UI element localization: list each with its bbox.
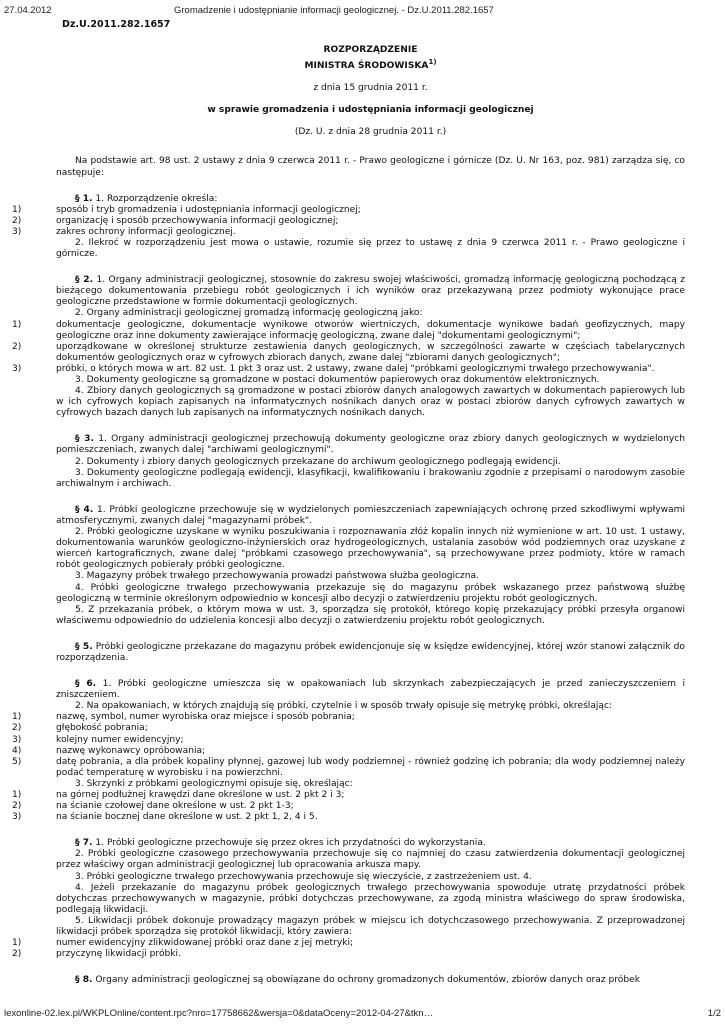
section-3-par-1-text: 1. Organy administracji geologicznej przechowują dokumenty geologiczne oraz zbiory danych geologicznych w wydzielonych pomieszczeniach, zwanych dalej "archiwami geologicznymi".: [56, 434, 686, 456]
section-1: [12, 193, 685, 261]
section-6-mark: § 6.: [75, 679, 97, 690]
list-item: 1) nazwę, symbol, numer wyrobiska oraz miejsce i sposób pobrania;: [12, 712, 355, 723]
section-6-par-1-text: 1. Próbki geologiczne umieszcza się w opakowaniach lub skrzynkach zabezpieczających je przed zanieczyszczeniem i zniszczeniem.: [56, 679, 686, 701]
section-8-mark: § 8.: [75, 975, 93, 986]
document-body: [12, 19, 686, 986]
section-3-par-2: 2. Dokumenty i zbiory danych geologicznych przekazane do archiwum geologicznego podlegają ewidencji.: [75, 456, 561, 467]
list-item: 5) datę pobrania, a dla próbek kopaliny płynnej, gazowej lub wody podziemnej - również godzinę ich pobrania; dla wody podziemnej należy podać temperaturę w wyrobisku i na powierzchni.: [12, 756, 685, 778]
list-item: 2) przyczynę likwidacji próbki.: [12, 949, 181, 960]
intro-paragraph: Na podstawie art. 98 ust. 2 ustawy z dnia 9 czerwca 2011 r. - Prawo geologiczne i górnicze (Dz. U. Nr 163, poz. 981) zarządza się, co następuje:: [56, 156, 685, 178]
section-2-par-2: 2. Organy administracji geologicznej gromadzą informację geologiczną jako:: [75, 308, 423, 319]
section-4-par-1: [56, 505, 685, 527]
list-item: 1) sposób i tryb gromadzenia i udostępniania informacji geologicznej;: [12, 204, 361, 215]
section-4-mark: § 4.: [75, 504, 94, 515]
section-3-par-1: [56, 434, 685, 456]
section-7-par-1: [56, 838, 685, 849]
section-2-par-3: 3. Dokumenty geologiczne są gromadzone w postaci dokumentów papierowych oraz dokumentów elektronicznych.: [75, 375, 600, 385]
section-8-par-1: [56, 975, 685, 986]
section-1-par-1: [56, 194, 685, 205]
section-6-par-1: [56, 679, 685, 701]
list-item: 4) nazwę wykonawcy opróbowania;: [12, 745, 206, 756]
title-line-2: [56, 56, 685, 72]
section-4-par-5: 5. Z przekazania próbek, o którym mowa w ust. 3, sporządza się protokół, którego kopię przekazujący próbki przesyła organowi właściwemu odpowiednio do udzielenia koncesji albo decyzji o zatwierdzeniu projektu robót geologicznych.: [56, 604, 685, 626]
list-item: 2) uporządkowane w określonej strukturze zestawienia danych geologicznych, w szczególności zawarte w częściach tabelarycznych dokumentów geologicznych oraz w cyfrowych zbiorach danych, zwane dalej "zbiorami danych geologicznych";: [12, 341, 685, 363]
section-7-par-1-text: 1. Próbki geologiczne przechowuje się przez okres ich przydatności do wykorzystania.: [92, 838, 486, 849]
section-7-par-2: 2. Próbki geologiczne czasowego przechowywania przechowuje się co najmniej do czasu zatwierdzenia dokumentacji geologicznej przez właściwy organ administracji geologicznej lub opracowania arkusza mapy.: [56, 849, 685, 871]
footnote-ref[interactable]: 1): [428, 58, 437, 67]
section-3-mark: § 3.: [75, 434, 94, 445]
section-8-par-1-text: Organy administracji geologicznej są obowiązane do ochrony gromadzonych dokumentów, zbiorów danych oraz próbek: [92, 975, 641, 986]
list-item: 2) organizację i sposób przechowywania informacji geologicznej;: [12, 215, 339, 226]
publication-reference: (Dz. U. z dnia 28 grudnia 2011 r.): [294, 127, 447, 138]
section-6-par-3: 3. Skrzynki z próbkami geologicznymi opisuje się, określając:: [75, 778, 353, 789]
section-1-par-1-text: 1. Rozporządzenie określa:: [92, 193, 218, 204]
title-line-1: ROZPORZĄDZENIE: [323, 45, 418, 56]
list-item: 1) numer ewidencyjny zlikwidowanej próbki oraz dane z jej metryki;: [12, 938, 354, 949]
section-5: [56, 642, 685, 664]
print-page-title: Gromadzenie i udostępnianie informacji geologicznej. - Dz.U.2011.282.1657: [174, 5, 494, 16]
regulation-date: z dnia 15 grudnia 2011 r.: [313, 83, 428, 94]
list-item: 2) głębokość pobrania;: [12, 723, 148, 734]
section-6: [12, 679, 686, 823]
section-5-par-1: [56, 642, 685, 664]
section-7-par-4: 4. Jeżeli przekazanie do magazynu próbek geologicznych trwałego przechowywania spowoduje utratę przydatności próbek dotychczas przechowywanych w magazynie, próbki dotychczas przechowywane, za zgodą ministra właściwego do spraw środowiska, podlegają likwidacji.: [56, 882, 685, 915]
regulation-title: [56, 44, 685, 72]
list-item: 1) dokumentacje geologiczne, dokumentacje wynikowe otworów wiertniczych, dokumentacje wynikowe badań geofizycznych, mapy geologiczne oraz inne dokumenty zawierające informację geologiczną, zwane dalej "dokumentami geologicznymi";: [12, 319, 685, 341]
list-item: 3) kolejny numer ewidencyjny;: [12, 734, 184, 745]
list-item: 1) na górnej podłużnej krawędzi dane określone w ust. 2 pkt 2 i 3;: [12, 790, 345, 800]
list-item: 2) na ścianie czołowej dane określone w ust. 2 pkt 1-3;: [12, 801, 294, 812]
section-5-mark: § 5.: [75, 641, 93, 652]
section-3-par-3: 3. Dokumenty geologiczne podlegają ewidencji, klasyfikacji, kwalifikowaniu i brakowaniu zgodnie z przepisami o narodowym zasobie archiwalnym i archiwach.: [56, 467, 685, 489]
section-7-par-3: 3. Próbki geologiczne trwałego przechowywania przechowuje się wieczyście, z zastrzeżeniem ust. 4.: [75, 871, 532, 882]
section-2-par-1-text: 1. Organy administracji geologicznej, stosownie do zakresu swojej właściwości, gromadzą informację geologiczną pochodzącą z bieżącego dokumentowania przebiegu robót geologicznych i ich wyników oraz przekazywaną przez podmioty wykonujące prace geologiczne przedstawione w formie dokumentacji geologicznych.: [56, 275, 685, 308]
document-id: Dz.U.2011.282.1657: [62, 19, 171, 30]
section-4-par-1-text: 1. Próbki geologiczne przechowuje się w wydzielonych pomieszczeniach zapewniających ochronę przed szkodliwymi wpływami atmosferycznymi, zwanych dalej "magazynami próbek".: [56, 504, 685, 526]
section-2-par-4: 4. Zbiory danych geologicznych są gromadzone w postaci zbiorów danych analogowych zawartych w dokumentach papierowych lub w ich cyfrowych kopiach zapisanych na informatycznych nośnikach danych oraz w postaci zbiorów danych cyfrowych zawartych w cyfrowych bazach danych lub zapisanych na informatycznych nośnikach danych.: [56, 386, 685, 419]
section-4: [56, 505, 685, 627]
section-2: [12, 275, 685, 419]
section-7-mark: § 7.: [75, 838, 93, 849]
section-6-par-2: 2. Na opakowaniach, w których znajdują się próbki, czytelnie i w sposób trwały opisuje się metrykę próbki, określając:: [75, 701, 613, 712]
section-3: [56, 434, 685, 489]
list-item: 3) na ścianie bocznej dane określone w ust. 2 pkt 1, 2, 4 i 5.: [12, 812, 318, 823]
list-item: 3) zakres ochrony informacji geologicznej.: [12, 226, 236, 237]
section-2-mark: § 2.: [75, 275, 94, 286]
page-number: 1/2: [707, 1008, 721, 1019]
list-item: 3) próbki, o których mowa w art. 82 ust. 1 pkt 3 oraz ust. 2 ustawy, zwane dalej "próbkami geologicznymi trwałego przechowywania".: [12, 363, 655, 374]
section-7: [12, 838, 685, 960]
regulation-subject: w sprawie gromadzenia i udostępniania informacji geologicznej: [207, 105, 534, 116]
section-1-mark: § 1.: [75, 193, 93, 204]
section-7-par-5: 5. Likwidacji próbek dokonuje prowadzący magazyn próbek w miejscu ich dotychczasowego przechowywania. Z przeprowadzonej likwidacji próbek sporządza się protokół likwidacji, który zawiera:: [56, 915, 685, 938]
section-5-par-1-text: Próbki geologiczne przekazane do magazynu próbek ewidencjonuje się w księdze ewidencyjnej, której wzór stanowi załącznik do rozporządzenia.: [56, 641, 685, 663]
source-url: lexonline-02.lex.pl/WKPLOnline/content.rpc?nro=17758662&wersja=0&dataOceny=2012-04-27&tkn…: [4, 1008, 434, 1019]
section-4-par-3: 3. Magazyny próbek trwałego przechowywania prowadzi państwowa służba geologiczna.: [75, 571, 480, 582]
print-date: 27.04.2012: [4, 5, 52, 16]
title-line-2-text: MINISTRA ŚRODOWISKA: [304, 61, 429, 72]
section-4-par-2: 2. Próbki geologiczne uzyskane w wyniku poszukiwania i rozpoznawania złóż kopalin innych niż wymienione w art. 10 ust. 1 ustawy, dokumentowania warunków geologiczno-inżynierskich oraz hydrogeologicznych, ustalania zasobów wód podziemnych oraz uzyskane z wierceń kartograficznych, zwane dalej "próbkami czasowego przechowywania", są przechowywane przez podmioty, które w ramach robót geologicznych pobierały próbki geologiczne.: [56, 527, 685, 571]
section-2-par-1: [56, 275, 685, 308]
section-8: [56, 975, 685, 986]
section-1-par-2: 2. Ilekroć w rozporządzeniu jest mowa o ustawie, rozumie się przez to ustawę z dnia 9 czerwca 2011 r. - Prawo geologiczne i górnicze.: [56, 237, 685, 260]
section-4-par-4: 4. Próbki geologiczne trwałego przechowywania przekazuje się do magazynu próbek wskazanego przez państwową służbę geologiczną w terminie określonym odpowiednio w koncesji albo decyzji o zatwierdzeniu projektu robót geologicznych.: [56, 582, 685, 604]
